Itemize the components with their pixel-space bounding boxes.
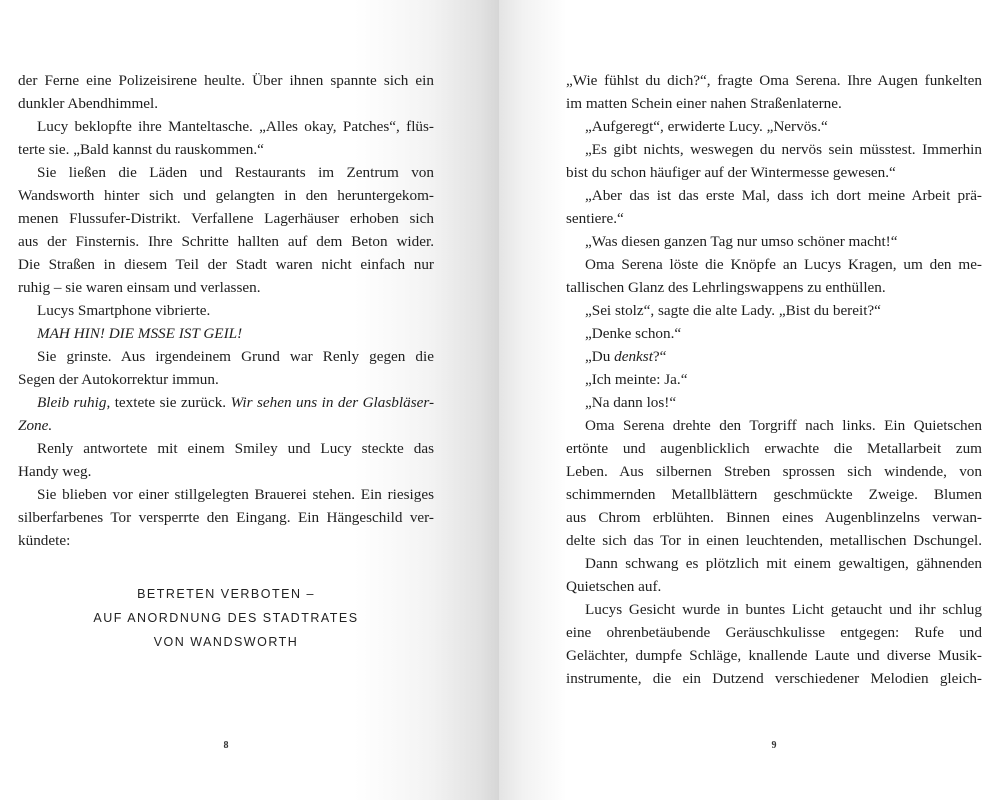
text-line [18, 414, 434, 437]
text-line [566, 552, 982, 575]
text-line [566, 276, 982, 299]
page-number-left: 8 [223, 740, 229, 751]
text-run: „Du [585, 348, 615, 365]
text-line [566, 230, 982, 253]
text-run: „Ich meinte: Ja.“ [585, 371, 688, 388]
text-run: aus der Finsternis. Ihre Schritte hallten auf dem Beton wider. [18, 233, 434, 250]
text-run: Wandsworth hinter sich und gelangten in den heruntergekom- [18, 187, 434, 204]
text-run: Sie ließen die Läden und Restaurants im Zentrum von [37, 164, 434, 181]
text-line [566, 92, 982, 115]
text-line [18, 322, 434, 345]
text-line [18, 483, 434, 506]
text-run: im matten Schein einer nahen Straßenlaterne. [566, 95, 842, 112]
left-page-text [18, 69, 434, 552]
text-line [18, 230, 434, 253]
text-run: dunkler Abendhimmel. [18, 95, 159, 112]
text-run: aus Chrom erblühten. Binnen eines Augenblinzelns verwan- [566, 509, 982, 526]
text-run: Sie blieben vor einer stillgelegten Brauerei stehen. Ein riesiges [37, 486, 434, 503]
text-line [566, 598, 982, 621]
text-line [566, 115, 982, 138]
text-line [566, 207, 982, 230]
text-line [18, 529, 434, 552]
text-run: Handy weg. [18, 463, 92, 480]
right-page [499, 0, 982, 800]
right-page-text [566, 69, 982, 690]
text-line [566, 322, 982, 345]
italic-text: Bleib ruhig [37, 394, 107, 411]
text-run: „Denke schon.“ [585, 325, 682, 342]
text-run: instrumente, die ein Dutzend verschiedener Melodien gleich- [566, 670, 982, 687]
italic-text: MAH HIN! DIE MSSE IST GEIL! [37, 325, 243, 342]
page-number-right: 9 [771, 740, 777, 751]
text-run: delte sich das Tor in einen leuchtenden, metallischen Dschungel. [566, 532, 982, 549]
text-run: bist du schon häufiger auf der Wintermesse gewesen.“ [566, 164, 896, 181]
text-line [18, 391, 434, 414]
text-run: menen Flussufer-Distrikt. Verfallene Lagerhäuser erhoben sich [18, 210, 434, 227]
italic-text: denkst [614, 348, 653, 365]
text-line [566, 575, 982, 598]
text-line [566, 667, 982, 690]
text-line [18, 437, 434, 460]
text-run: „Aber das ist das erste Mal, dass ich dort meine Arbeit prä- [585, 187, 982, 204]
text-line [18, 184, 434, 207]
text-line [566, 391, 982, 414]
text-run: tallischen Glanz des Lehrlingswappens zu enthüllen. [566, 279, 886, 296]
text-run: eine ohrenbetäubende Geräuschkulisse entgegen: Rufe und [566, 624, 982, 641]
text-run: silberfarbenes Tor versperrte den Eingang. Ein Hängeschild ver- [18, 509, 434, 526]
text-run: kündete: [18, 532, 71, 549]
text-run: Lucys Gesicht wurde in buntes Licht getaucht und ihr schlug [585, 601, 982, 618]
text-line [18, 368, 434, 391]
text-run: der Ferne eine Polizeisirene heulte. Über ihnen spannte sich ein [18, 72, 434, 89]
text-run: Lucys Smartphone vibrierte. [37, 302, 211, 319]
text-line [18, 299, 434, 322]
text-run: ?“ [652, 348, 667, 365]
text-line [566, 506, 982, 529]
text-line [18, 345, 434, 368]
text-run: „Sei stolz“, sagte die alte Lady. „Bist du bereit?“ [585, 302, 881, 319]
text-run: Oma Serena drehte den Torgriff nach links. Ein Quietschen [585, 417, 982, 434]
text-run: „Na dann los!“ [585, 394, 677, 411]
text-run: Dann schwang es plötzlich mit einem gewaltigen, gähnenden [585, 555, 982, 572]
text-line [566, 161, 982, 184]
text-line [18, 115, 434, 138]
text-run: ruhig – sie waren einsam und verlassen. [18, 279, 261, 296]
italic-text: Wir sehen uns in der Glasbläser- [230, 394, 435, 411]
text-line [566, 368, 982, 391]
text-line [18, 506, 434, 529]
text-line [18, 276, 434, 299]
text-line [566, 414, 982, 437]
text-run: ertönte und augenblicklich erwachte die Metallarbeit zum [566, 440, 982, 457]
notice-line: AUF ANORDNUNG DES STADTRATES [93, 611, 359, 625]
text-run: Quietschen auf. [566, 578, 662, 595]
text-line [566, 138, 982, 161]
text-line [18, 161, 434, 184]
text-run: terte sie. „Bald kannst du rauskommen.“ [18, 141, 264, 158]
text-run: „Was diesen ganzen Tag nur umso schöner macht!“ [585, 233, 898, 250]
text-line [566, 621, 982, 644]
text-run: Sie grinste. Aus irgendeinem Grund war Renly gegen die [37, 348, 434, 365]
text-run: Leben. Aus silbernen Streben sprossen sich windende, von [566, 463, 982, 480]
text-run: Oma Serena löste die Knöpfe an Lucys Kragen, um den me- [585, 256, 982, 273]
text-run: „Es gibt nichts, weswegen du nervös sein müsstest. Immerhin [585, 141, 982, 158]
text-line [566, 483, 982, 506]
text-run: „Aufgeregt“, erwiderte Lucy. „Nervös.“ [585, 118, 828, 135]
italic-text: Zone. [18, 417, 53, 434]
notice-line: VON WANDSWORTH [153, 635, 299, 649]
text-run: schimmernden Metallblättern geschmückte Zweige. Blumen [566, 486, 982, 503]
text-line [566, 460, 982, 483]
text-line [18, 69, 434, 92]
text-line [566, 345, 982, 368]
text-run: Gelächter, dumpfe Schläge, knallende Laute und diverse Musik- [566, 647, 982, 664]
text-run: Segen der Autokorrektur immun. [18, 371, 219, 388]
left-page [18, 0, 499, 800]
text-run: „Wie fühlst du dich?“, fragte Oma Serena. Ihre Augen funkelten [566, 72, 982, 89]
text-run: Lucy beklopfte ihre Manteltasche. „Alles okay, Patches“, flüs- [37, 118, 434, 135]
text-line [18, 138, 434, 161]
notice-line: BETRETEN VERBOTEN – [137, 587, 315, 601]
outer-margin [983, 0, 1000, 800]
text-line [18, 253, 434, 276]
text-line [566, 184, 982, 207]
text-line [566, 437, 982, 460]
text-line [566, 299, 982, 322]
text-run: , textete sie zurück. [106, 394, 231, 411]
text-line [18, 207, 434, 230]
text-run: sentiere.“ [566, 210, 624, 227]
gate-notice-sign [18, 582, 434, 654]
text-line [566, 253, 982, 276]
text-line [18, 92, 434, 115]
text-line [566, 529, 982, 552]
text-run: Renly antwortete mit einem Smiley und Lucy steckte das [37, 440, 434, 457]
text-line [566, 69, 982, 92]
text-line [18, 460, 434, 483]
text-run: Die Straßen in diesem Teil der Stadt waren nicht einfach nur [18, 256, 434, 273]
text-line [566, 644, 982, 667]
